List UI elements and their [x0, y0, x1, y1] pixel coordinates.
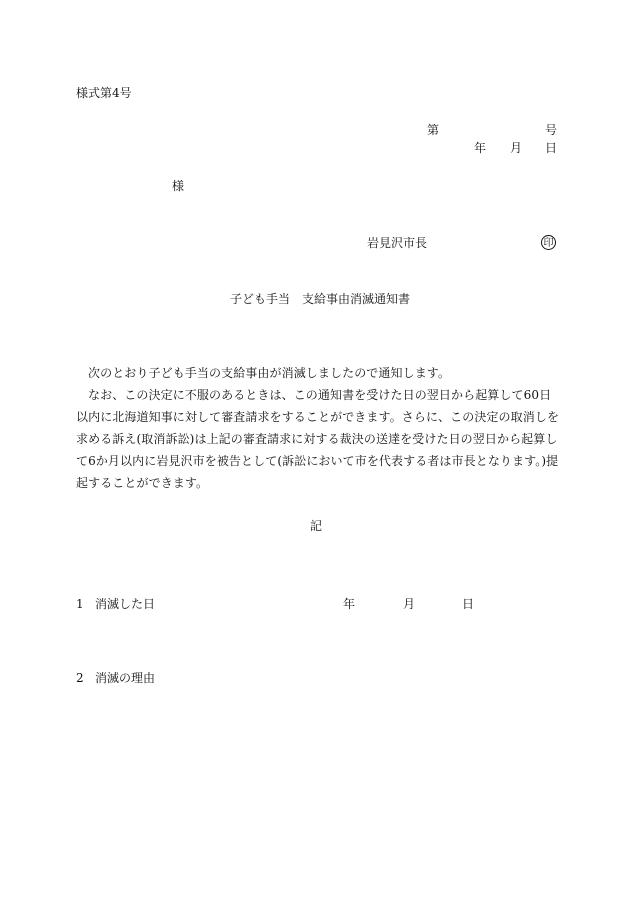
date-day: 日: [545, 141, 558, 155]
issuer-name: 岩見沢市長: [367, 236, 428, 250]
doc-number-prefix: 第: [427, 123, 440, 137]
document-title: 子ども手当 支給事由消滅通知書: [230, 292, 411, 306]
addressee-suffix: 様: [172, 179, 185, 193]
item-1-day: 日: [462, 597, 475, 611]
date-month: 月: [510, 141, 523, 155]
item-1-number: 1: [76, 597, 84, 611]
notice-paragraph-2: なお、この決定に不服のあるときは、この通知書を受けた日の翌日から起算して60日以内に北海道知事に対して審査請求をすることができます。さらに、この決定の取消しを求める訴え(取消訴訟)は上記の審査請求に対する裁決の送達を受けた日の翌日から起算して6か月以内に岩見沢市を被告として(訴訟において市を代表する者は市長となります。)提起することができます。: [76, 388, 560, 490]
notice-body: [76, 362, 562, 494]
notice-paragraph-1: 次のとおり子ども手当の支給事由が消滅しましたので通知します。: [88, 366, 451, 380]
doc-number-suffix: 号: [545, 123, 558, 137]
ki-heading: 記: [310, 519, 323, 533]
item-2-number: 2: [76, 671, 84, 685]
item-1-month: 月: [403, 597, 416, 611]
form-number: 様式第4号: [76, 86, 132, 100]
item-1-label: 消滅した日: [95, 597, 156, 611]
item-1-year: 年: [343, 597, 356, 611]
date-year: 年: [474, 141, 487, 155]
item-2-label: 消滅の理由: [95, 671, 156, 685]
seal-mark: 印: [541, 235, 556, 250]
